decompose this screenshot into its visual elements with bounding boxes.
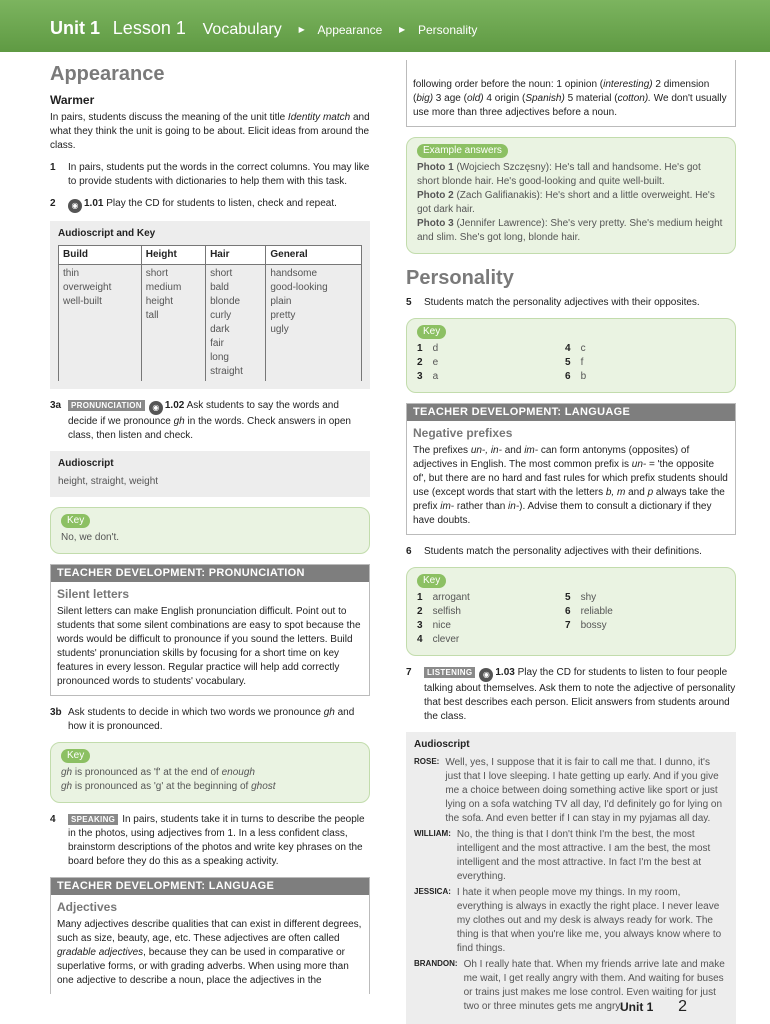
- table-cell: plain: [270, 295, 292, 307]
- audioscript-7-box: Audioscript ROSE: Well, yes, I suppose that it is fair to call me that. I dunno, it's just that I love sleeping. I hate getting up early. And if you give me a choice between doing something active like sport or just lying on a sofa watching TV all day, I'd definitely go for lying on the sofa. And even better if I can stay in my pyjamas all day. WILLIAM: No, the thing is that I don't think I'm the best, the most intelligent and the most attractive. I am the best, the most intelligent and the most attractive. In fact I'm the best at everything. JESSICA: I hate it when people move my things. In my room, everything is always in exactly the right place. I never leave my clothes out and my desk is always ready for work. The thing is that when you're like me, you always know where to find things. BRANDON: Oh I really hate that. When my friends arrive late and make me wait, I get really angry with them. And waiting for buses or trains just makes me lose control. Even waiting for just two or three minutes gets me angry.: [406, 732, 736, 1024]
- audioscript-key-title: Audioscript and Key: [58, 227, 156, 239]
- exercise-3a: 3a PRONUNCIATION ◉ 1.02 Ask students to say the words and decide if we pronounce gh in the words. Check answers in open class, then listen and check.: [50, 399, 351, 441]
- audioscript-and-key-box: [50, 221, 370, 389]
- table-cell: medium: [145, 281, 182, 293]
- table-header: Height: [141, 245, 205, 264]
- key-box-3b: Key gh is pronounced as 'f' at the end of enough gh is pronounced as 'g' at the beginning of ghost: [50, 742, 370, 803]
- key-box-3a: Key No, we don't.: [50, 507, 370, 554]
- exercise-6: 6 Students match the personality adjectives with their definitions.: [406, 546, 702, 558]
- key-box-5: Key 1 d 4 c 2 e 5 f 3 a 6 b: [406, 318, 736, 393]
- right-column: [406, 60, 736, 1024]
- exercise-3b: 3b Ask students to decide in which two words we pronounce gh and how it is pronounced.: [50, 706, 355, 732]
- example-answers-box: Example answers Photo 1 (Wojciech Szczęsny): He's tall and handsome. He's got short blonde hair. He's good-looking and quite well-built. Photo 2 (Zach Galifianakis): He's short and a little overweight. He's got dark hair. Photo 3 (Jennifer Lawrence): She's very pretty. She's medium height and slim. She's got long, blonde hair.: [406, 137, 736, 254]
- speaking-tag: SPEAKING: [68, 814, 118, 825]
- table-header: Hair: [206, 245, 266, 264]
- table-cell: well-built: [63, 295, 102, 307]
- exercise-5: 5 Students match the personality adjectives with their opposites.: [406, 297, 700, 308]
- cd-icon: ◉: [479, 668, 493, 682]
- exercise-4: 4 SPEAKING In pairs, students take it in turns to describe the people in the photos, using adjectives from 1. In a less confident class, brainstorm descriptions of the photos and write key phrases on the board before they do this as a speaking activity.: [50, 813, 365, 867]
- key-answer: 4 clever: [417, 634, 460, 646]
- example-answer: Photo 2 (Zach Galifianakis): He's short and a little overweight. He's got dark hair.: [417, 190, 715, 215]
- table-cell: straight: [210, 365, 243, 377]
- table-header: General: [266, 245, 362, 264]
- key-answer: 5 shy: [565, 592, 597, 604]
- vocab-table: [58, 245, 362, 381]
- table-cell: bald: [210, 281, 229, 293]
- table-cell: dark: [210, 323, 230, 335]
- footer-unit: Unit 1: [620, 1000, 654, 1014]
- breadcrumb-appearance: Appearance: [317, 23, 383, 37]
- table-cell: height: [145, 295, 173, 307]
- key-answer: 6 reliable: [565, 606, 613, 618]
- example-answer: Photo 3 (Jennifer Lawrence): She's very pretty. She's medium height and slim. She's got long, blonde hair.: [417, 218, 723, 243]
- triangle-right-icon: ▶: [399, 25, 406, 34]
- key-answer: [565, 633, 725, 647]
- exercise-2: 2 ◉ 1.01 Play the CD for students to listen, check and repeat.: [50, 197, 370, 213]
- key-answer: 3 a: [417, 371, 439, 382]
- table-cell: pretty: [270, 309, 296, 321]
- triangle-right-icon: ▶: [298, 25, 305, 34]
- section-label: Vocabulary: [202, 21, 282, 38]
- table-cell: thin: [63, 267, 80, 279]
- section-title-appearance: Appearance: [50, 63, 165, 85]
- table-column: [206, 264, 266, 381]
- lesson-label: Lesson 1: [112, 18, 186, 38]
- page-header: [0, 0, 770, 52]
- teacher-dev-adjectives-continued: following order before the noun: 1 opinion (interesting) 2 dimension (big) 3 age (old) 4 origin (Spanish) 5 material (cotton). We don't usually use more than three adjectives before a noun.: [406, 60, 736, 127]
- key-answer: 5 f: [565, 357, 584, 368]
- page-number: 2: [678, 998, 688, 1015]
- audioscript-line: BRANDON: Oh I really hate that. When my friends arrive late and make me wait, I get really angry with them. And waiting for buses or trains just makes me lose control. Even waiting for just two or three minutes gets me angry.: [414, 959, 725, 1013]
- key-answer: 3 nice: [417, 620, 451, 632]
- key-answer: 4 c: [565, 343, 586, 354]
- table-cell: short: [210, 267, 233, 279]
- teacher-dev-adjectives: TEACHER DEVELOPMENT: LANGUAGE Adjectives Many adjectives describe qualities that can exist in different degrees, such as size, beauty, age, etc. These adjectives are often called gradable adjectives, because they can be used in comparative or superlative forms, or with grading adverbs. When using more than one adjective to describe a noun, place the adjectives in the: [50, 877, 370, 994]
- table-header: Build: [59, 245, 142, 264]
- table-cell: fair: [210, 337, 224, 349]
- left-column: [50, 60, 370, 1004]
- teacher-dev-negative-prefixes: TEACHER DEVELOPMENT: LANGUAGE Negative prefixes The prefixes un-, in- and im- can form antonyms (opposites) of adjectives in English. The most common prefix is un- = 'the opposite of', but there are no hard and fast rules for which prefix students should use (except words that start with the letters b, m and p always take the prefix im- rather than in-). Advise them to consult a dictionary if they have doubts.: [406, 403, 736, 535]
- table-cell: handsome: [270, 267, 318, 279]
- listening-tag: LISTENING: [424, 667, 475, 678]
- warmer-text: In pairs, students discuss the meaning of the unit title Identity match and what they think the unit is going to be about. Elicit ideas from around the class.: [50, 111, 370, 151]
- audioscript-line: ROSE: Well, yes, I suppose that it is fair to call me that. I dunno, it's just that I love sleeping. I hate getting up early. And if you give me a choice between doing something active like sport or just lying on a sofa watching TV all day, I'd definitely go for lying on the sofa. And even better if I can stay in my pyjamas all day.: [414, 757, 723, 825]
- table-column: [141, 264, 205, 381]
- table-column: [59, 264, 142, 381]
- table-column: [266, 264, 362, 381]
- audioscript-line: JESSICA: I hate it when people move my things. In my room, everything is always in exactly the right place. I never leave my clothes out and my desk is always ready for work. The thing is that when you're like me, you always know where to find things.: [414, 887, 722, 955]
- warmer-title: Warmer: [50, 93, 95, 107]
- page-footer: [620, 996, 687, 1018]
- key-answer: 7 bossy: [565, 620, 607, 632]
- cd-icon: ◉: [68, 199, 82, 213]
- key-answer: 2 e: [417, 357, 439, 368]
- table-cell: good-looking: [270, 281, 328, 293]
- key-box-6: Key 1 arrogant 5 shy 2 selfish 6 reliable 3 nice 7 bossy 4 clever: [406, 567, 736, 656]
- table-cell: ugly: [270, 323, 289, 335]
- key-answer: 1 d: [417, 343, 439, 354]
- exercise-1: 1 In pairs, students put the words in the correct columns. You may like to provide students with dictionaries to help them with this task.: [50, 161, 370, 187]
- exercise-7: 7 LISTENING ◉ 1.03 Play the CD for students to listen to four people talking about themselves. Ask them to note the adjective of personality that best describes each person. Elicit answers from students around the class.: [406, 667, 736, 723]
- table-cell: short: [145, 267, 168, 279]
- section-title-personality: Personality: [406, 267, 514, 289]
- teacher-dev-pronunciation: TEACHER DEVELOPMENT: PRONUNCIATION Silent letters Silent letters can make English pronunciation difficult. Point out to students that some silent combinations are easy to spot because the words would be difficult to pronounce if you sound the letters. Build students' pronunciation skills by focusing for a short time on key features in every lesson. Regular practice will help add correctly pronounced words to students' vocabulary.: [50, 564, 370, 696]
- table-cell: blonde: [210, 295, 241, 307]
- table-cell: overweight: [63, 281, 112, 293]
- key-answer: 1 arrogant: [417, 592, 470, 604]
- pronunciation-tag: PRONUNCIATION: [68, 400, 145, 411]
- key-answer: 6 b: [565, 371, 587, 382]
- unit-label: Unit 1: [50, 18, 101, 38]
- table-cell: curly: [210, 309, 232, 321]
- audioscript-box: Audioscript height, straight, weight: [50, 451, 370, 497]
- audioscript-line: WILLIAM: No, the thing is that I don't think I'm the best, the most intelligent and the most attractive. I am the best, the most intelligent and the most attractive. In fact I'm the best at everything.: [414, 829, 711, 883]
- breadcrumb-personality: Personality: [417, 23, 478, 37]
- table-cell: long: [210, 351, 229, 363]
- cd-icon: ◉: [149, 401, 163, 415]
- example-answer: Photo 1 (Wojciech Szczęsny): He's tall and handsome. He's got short blonde hair. He's good-looking and quite well-built.: [417, 162, 701, 187]
- key-answer: 2 selfish: [417, 606, 461, 618]
- table-cell: tall: [145, 309, 159, 321]
